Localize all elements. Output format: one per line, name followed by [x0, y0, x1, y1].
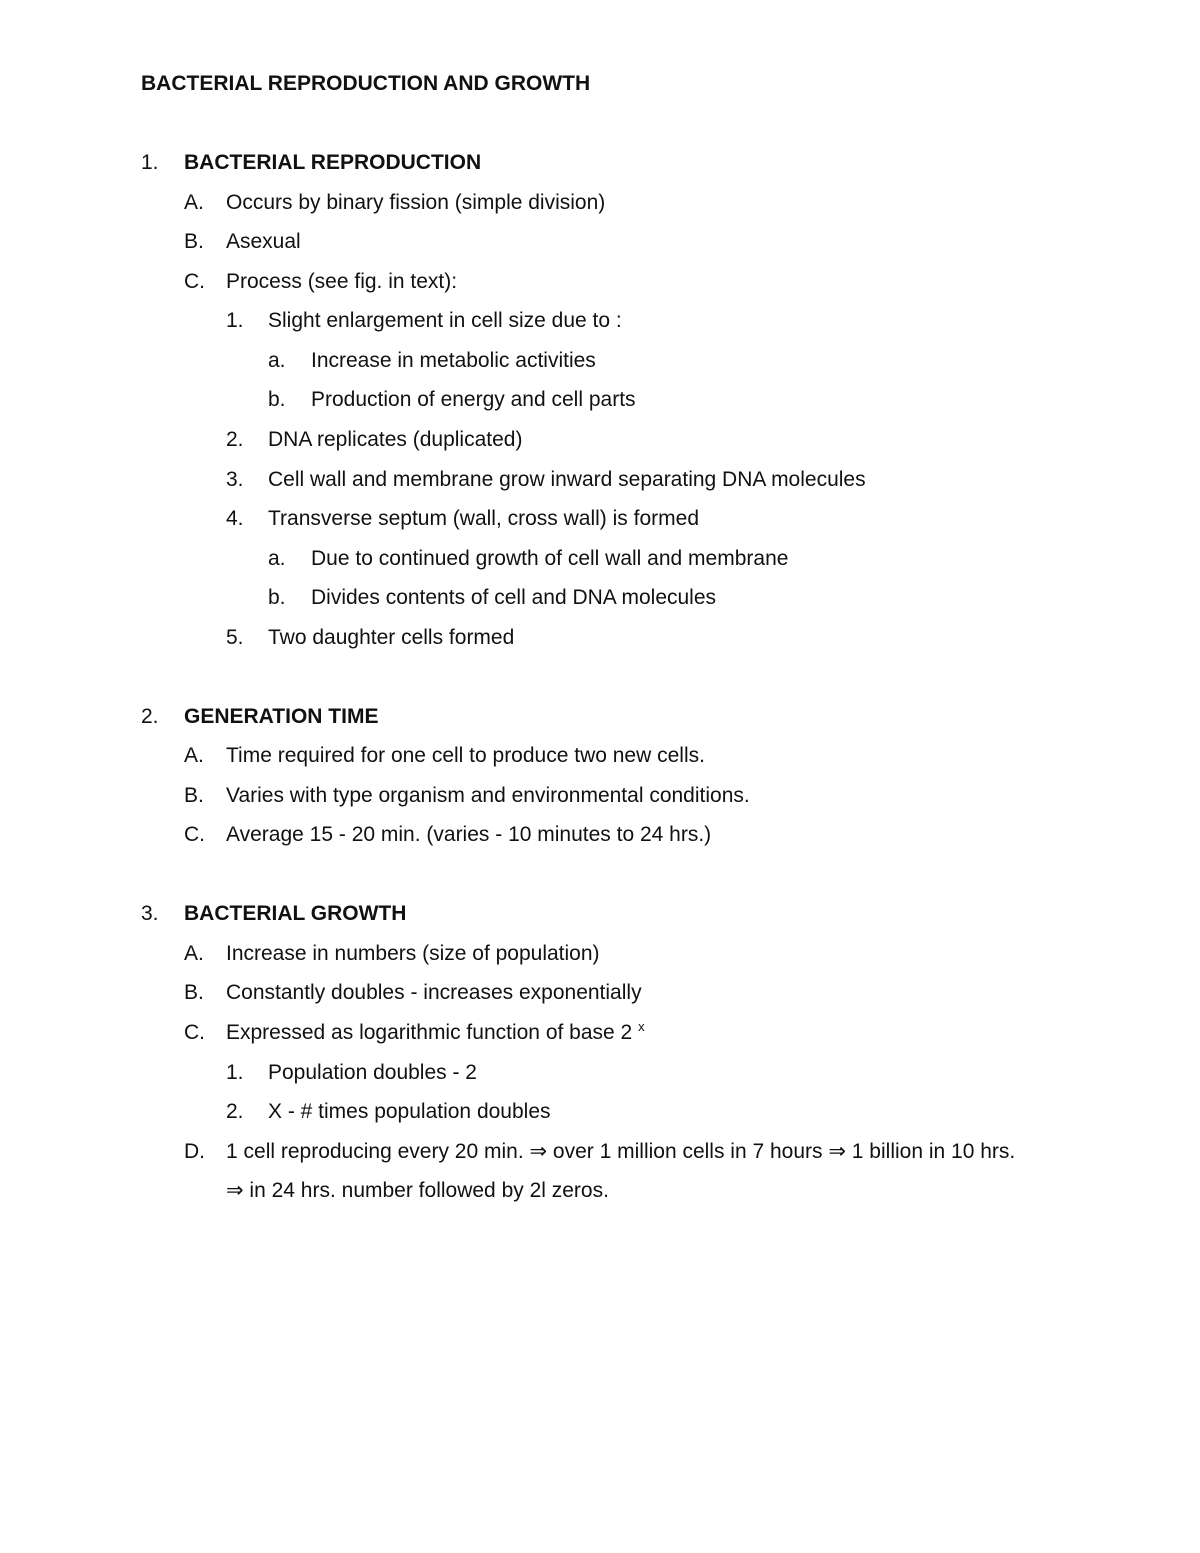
list-marker: B. — [184, 230, 204, 253]
list-item: Transverse septum (wall, cross wall) is formed — [268, 507, 699, 530]
list-marker: 2. — [226, 428, 244, 451]
list-marker: A. — [184, 744, 204, 767]
list-item: Divides contents of cell and DNA molecules — [311, 586, 717, 609]
list-marker: 1. — [226, 1061, 244, 1084]
section-heading: BACTERIAL REPRODUCTION — [184, 151, 482, 174]
section-heading: GENERATION TIME — [184, 705, 379, 728]
list-marker: b. — [268, 388, 286, 411]
list-marker: A. — [184, 942, 204, 965]
list-item: Increase in metabolic activities — [311, 349, 596, 372]
list-item: X - # times population doubles — [268, 1100, 551, 1123]
list-marker: b. — [268, 586, 286, 609]
list-marker: 4. — [226, 507, 244, 530]
list-marker: C. — [184, 1021, 205, 1044]
superscript: x — [638, 1019, 645, 1034]
list-item — [226, 1020, 645, 1046]
list-item: Two daughter cells formed — [268, 626, 515, 649]
list-item: Time required for one cell to produce two new cells. — [226, 744, 705, 767]
list-marker: D. — [184, 1140, 205, 1163]
list-item: Occurs by binary fission (simple division) — [226, 191, 606, 214]
list-item: Increase in numbers (size of population) — [226, 942, 600, 965]
list-marker: A. — [184, 191, 204, 214]
list-item: DNA replicates (duplicated) — [268, 428, 523, 451]
list-marker: 2. — [226, 1100, 244, 1123]
section-heading: BACTERIAL GROWTH — [184, 902, 407, 925]
section-number: 1. — [141, 151, 159, 174]
list-item: 1 cell reproducing every 20 min. ⇒ over 1 million cells in 7 hours ⇒ 1 billion in 10 hrs. — [226, 1140, 1016, 1163]
list-item: Asexual — [226, 230, 301, 253]
list-item: Average 15 - 20 min. (varies - 10 minutes to 24 hrs.) — [226, 823, 712, 846]
section-number: 3. — [141, 902, 159, 925]
list-marker: 1. — [226, 309, 244, 332]
list-marker: B. — [184, 784, 204, 807]
list-item: Process (see fig. in text): — [226, 270, 458, 293]
list-marker: a. — [268, 349, 286, 372]
list-item: Population doubles - 2 — [268, 1061, 477, 1084]
list-item-continuation: ⇒ in 24 hrs. number followed by 2l zeros. — [226, 1179, 609, 1202]
list-item: Varies with type organism and environmental conditions. — [226, 784, 750, 807]
list-item: Slight enlargement in cell size due to : — [268, 309, 622, 332]
section-number: 2. — [141, 705, 159, 728]
list-marker: C. — [184, 270, 205, 293]
list-marker: 3. — [226, 468, 244, 491]
list-item: Cell wall and membrane grow inward separating DNA molecules — [268, 468, 866, 491]
list-marker: B. — [184, 981, 204, 1004]
list-item: Constantly doubles - increases exponentially — [226, 981, 642, 1004]
document-title: BACTERIAL REPRODUCTION AND GROWTH — [141, 72, 591, 95]
list-marker: 5. — [226, 626, 244, 649]
list-marker: a. — [268, 547, 286, 570]
list-item: Production of energy and cell parts — [311, 388, 636, 411]
list-item: Due to continued growth of cell wall and membrane — [311, 547, 789, 570]
list-item-text: Expressed as logarithmic function of base 2 — [226, 1021, 633, 1044]
list-marker: C. — [184, 823, 205, 846]
